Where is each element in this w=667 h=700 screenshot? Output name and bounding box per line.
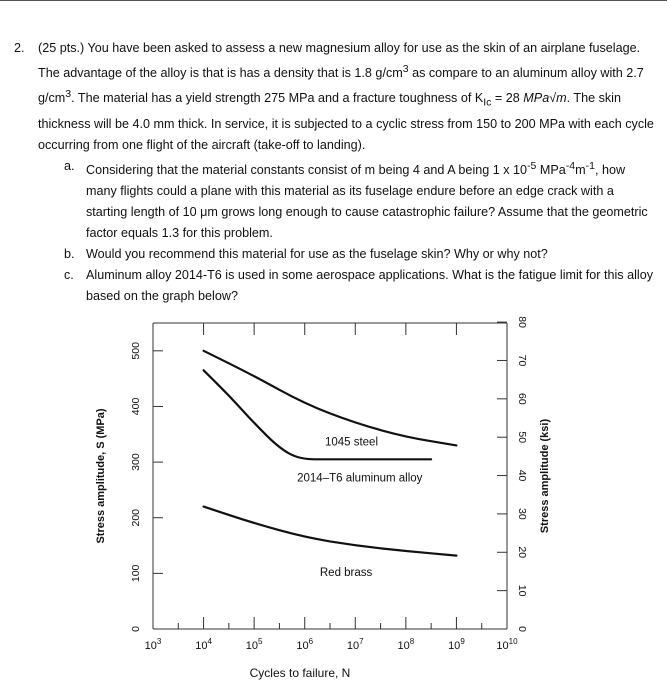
y2-tick-label: 0 (516, 626, 528, 632)
y-tick-label: 200 (130, 508, 142, 527)
part-c-text: Aluminum alloy 2014-T6 is used in some aerospace applications. What is the fatigue limit for this alloy based on the graph below? (86, 268, 653, 304)
x-tick-label: $10^9$ (448, 637, 465, 652)
label-1045-steel: 1045 steel (324, 436, 379, 449)
fatigue-chart (90, 293, 570, 688)
x-tick-label: $10^7$ (346, 637, 364, 652)
x-axis-title: Cycles to failure, N (249, 666, 351, 680)
question-points: (25 pts.) (38, 41, 85, 55)
y-axis-title: Stress amplitude, S (MPa) (95, 408, 107, 544)
label-red-brass: Red brass (319, 567, 373, 580)
y2-tick-label: 20 (516, 546, 528, 559)
part-b (64, 244, 654, 265)
label-2014-t6: 2014–T6 aluminum alloy (297, 472, 423, 485)
y2-tick-label: 30 (516, 508, 528, 520)
part-a-text: Considering that the material constants consist of m being 4 and A being 1 x $10^{-5}$ $MPa^{-4}m^{-1}$, how many flights could a plane with this material as its fuselage endure before an edge crack with a starting length of 10 μm grows long enough to cause catastrophic failure? Assume that the geometric factor equals 1.3 for this problem. (86, 159, 648, 241)
part-b-text: Would you recommend this material for use as the fuselage skin? Why or why not? (86, 247, 548, 262)
x-tick-label: $10^8$ (397, 637, 415, 652)
x-tick-label: $10^3$ (144, 637, 162, 652)
question-header (14, 38, 654, 156)
y2-tick-label: 80 (516, 316, 528, 328)
part-a (64, 156, 654, 244)
fatigue-chart-svg (90, 293, 570, 688)
y-tick-label: 300 (130, 453, 142, 471)
x-tick-label: $10^{10}$ (496, 637, 518, 652)
part-b-letter: b. (64, 247, 75, 262)
x-tick-label: $10^6$ (296, 637, 314, 652)
part-c-letter: c. (64, 268, 74, 283)
y2-tick-label: 70 (516, 354, 528, 367)
question-block (14, 38, 654, 307)
y2-tick-label: 60 (516, 392, 528, 405)
y-tick-label: 500 (130, 342, 142, 360)
y-tick-label: 400 (130, 397, 142, 416)
part-a-letter: a. (64, 158, 75, 173)
y-tick-label: 100 (130, 564, 142, 583)
y2-axis-title: Stress amplitude (ksi) (539, 418, 551, 534)
y-tick-label: 0 (130, 626, 142, 632)
red-brass-curve (204, 507, 457, 556)
y2-tick-label: 10 (516, 584, 528, 597)
steel-1045-curve (204, 370, 432, 459)
y2-tick-label: 50 (516, 431, 528, 444)
aluminum-2014-t6-curve (204, 351, 457, 449)
y2-tick-label: 40 (516, 469, 528, 482)
page-top-rule (0, 0, 667, 1)
question-number: 2. (14, 41, 25, 55)
question-intro: (25 pts.) You have been asked to assess a new magnesium alloy for use as the skin of an airplane fuselage. The advantage of the alloy is that is has a density that is 1.8 $g/cm^3$ as compare to an aluminum alloy with 2.7 $g/cm^3$. The material has a yield strength 275 MPa and a fracture toughness of $K_{Ic} = 28$ MPa√m. The skin thickness will be 4.0 mm thick. In service, it is subjected to a cyclic stress from 150 to 200 MPa with each cycle occurring from one flight of the aircraft (take-off to landing). (38, 41, 654, 152)
x-tick-label: $10^4$ (195, 637, 212, 652)
x-tick-label: $10^5$ (245, 637, 263, 652)
